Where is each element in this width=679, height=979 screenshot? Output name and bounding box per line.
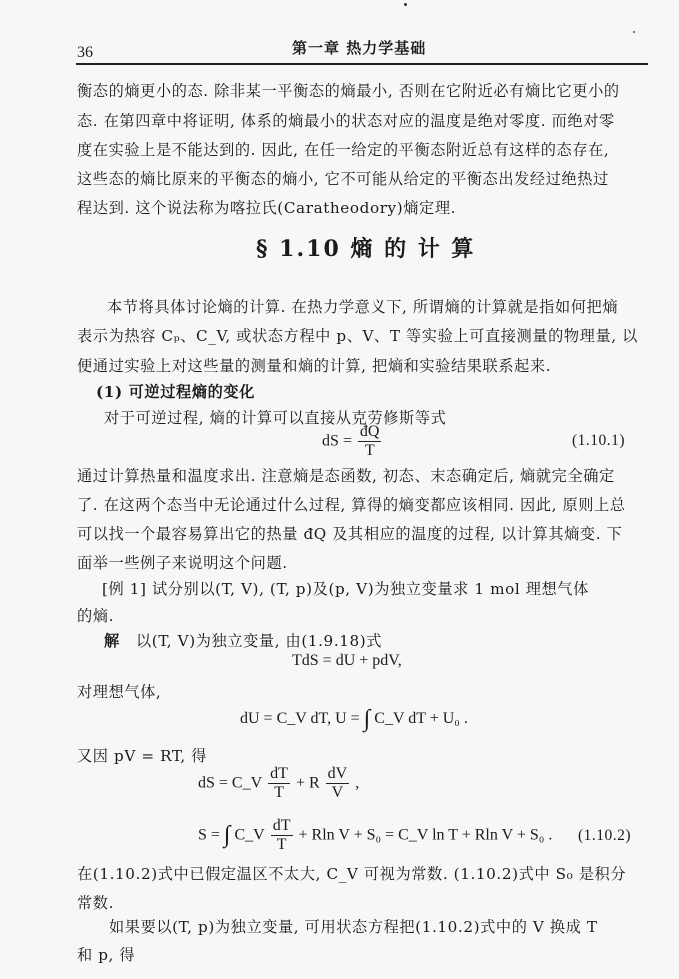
- text-line: 面举一些例子来说明这个问题.: [77, 554, 288, 572]
- text-line: 度在实验上是不能达到的. 因此, 在任一给定的平衡态附近总有这样的态存在,: [77, 141, 610, 159]
- text-line: 衡态的熵更小的态. 除非某一平衡态的熵最小, 否则在它附近必有熵比它更小的: [77, 82, 620, 100]
- text-line: 本节将具体讨论熵的计算. 在热力学意义下, 所谓熵的计算就是指如何把熵: [107, 298, 619, 316]
- header-rule: [76, 63, 648, 65]
- scan-speck: [404, 3, 407, 6]
- equation-1-10-1: dS = $\frac{đQ}{T}$: [322, 423, 380, 459]
- text-line: 通过计算热量和温度求出. 注意熵是态函数, 初态、末态确定后, 熵就完全确定: [77, 467, 615, 485]
- equation-1-10-2: S = ∫ C_V $\frac{dT}{T}$ + Rln V + S₀ = C_V ln T + Rln V + S₀ .: [198, 817, 553, 853]
- text-line: 便通过实验上对这些量的测量和熵的计算, 把熵和实验结果联系起来.: [77, 357, 552, 375]
- text-line: 的熵.: [77, 607, 115, 625]
- text-line: 程达到. 这个说法称为喀拉氏(Caratheodory)熵定理.: [77, 199, 457, 217]
- solution-label: 解: [104, 632, 120, 650]
- text-line: 可以找一个最容易算出它的热量 đQ 及其相应的温度的过程, 以计算其熵变. 下: [77, 525, 623, 543]
- text-line: 态. 在第四章中将证明, 体系的熵最小的状态对应的温度是绝对零度. 而绝对零: [77, 112, 615, 130]
- text-line: 以(T, V)为独立变量, 由(1.9.18)式: [136, 632, 383, 650]
- equation-tds: TdS = dU + pdV,: [292, 652, 402, 669]
- equation-number: (1.10.2): [578, 827, 632, 844]
- example-line: [例 1] 试分别以(T, V), (T, p)及(p, V)为独立变量求 1 mol 理想气体: [102, 580, 589, 598]
- text-line: 常数.: [77, 894, 115, 912]
- running-head: 第一章 热力学基础: [292, 39, 427, 57]
- integral-sign: ∫: [223, 822, 231, 849]
- text-line: 在(1.10.2)式中已假定温区不太大, C_V 可视为常数. (1.10.2)式中 S₀ 是积分: [77, 865, 627, 883]
- text-line: 对于可逆过程, 熵的计算可以直接从克劳修斯等式: [104, 409, 447, 427]
- text-line: 又因 pV = RT, 得: [77, 747, 207, 765]
- text-line: 表示为热容 Cₚ、C_V, 或状态方程中 p、V、T 等实验上可直接测量的物理量, 以: [77, 327, 638, 345]
- integral-sign: ∫: [363, 706, 371, 732]
- text-line: 了. 在这两个态当中无论通过什么过程, 算得的熵变都应该相同. 因此, 原则上总: [77, 496, 626, 514]
- equation-ds: dS = C_V $\frac{dT}{T}$ + R $\frac{dV}{V}$ ,: [198, 765, 360, 801]
- section-title: § 1.10 熵 的 计 算: [256, 236, 476, 262]
- text-line: 这些态的熵比原来的平衡态的熵小, 它不可能从给定的平衡态出发经过绝热过: [77, 170, 609, 188]
- text-line: 对理想气体,: [77, 683, 162, 701]
- page-number: 36: [77, 44, 93, 61]
- equation-number: (1.10.1): [572, 432, 626, 449]
- text-line: 和 p, 得: [77, 946, 136, 964]
- text-line: 如果要以(T, p)为独立变量, 可用状态方程把(1.10.2)式中的 V 换成 T: [109, 918, 598, 936]
- subheading: (1) 可逆过程熵的变化: [96, 383, 255, 401]
- equation-du: dU = C_V dT, U = ∫ C_V dT + U₀ .: [240, 706, 468, 732]
- scan-speck: [633, 31, 635, 33]
